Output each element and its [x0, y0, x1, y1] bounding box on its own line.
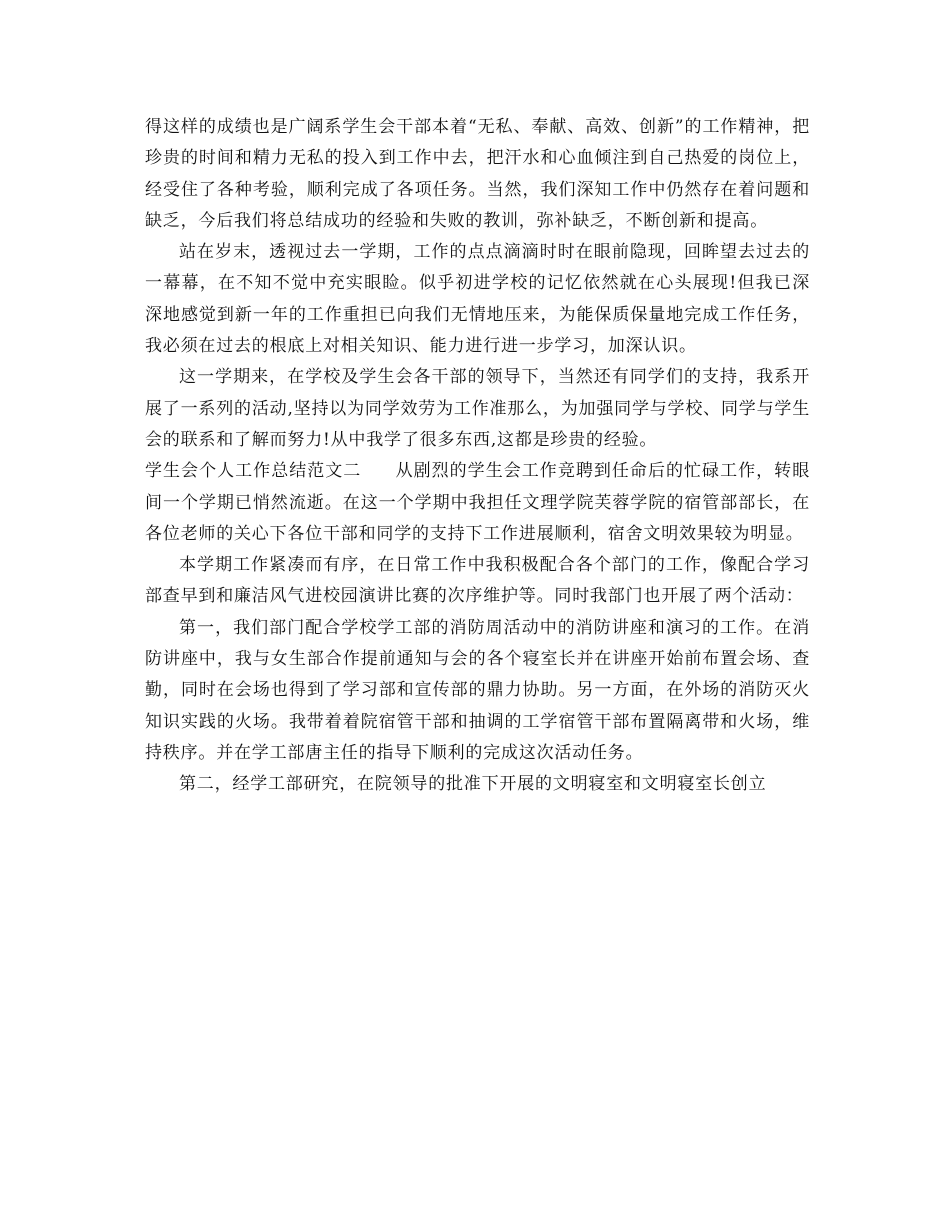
paragraph-4-text: 从剧烈的学生会工作竞聘到任命后的忙碌工作，转眼间一个学期已悄然流逝。在这一个学期中我担任文理学院芙蓉学院的宿管部部长，在各位老师的关心下各位干部和同学的支持下工作进展顺利，宿舍文明效果较为明显。 — [145, 461, 810, 544]
paragraph-5: 本学期工作紧凑而有序，在日常工作中我积极配合各个部门的工作，像配合学习部查早到和廉洁风气进校园演讲比赛的次序维护等。同时我部门也开展了两个活动： — [145, 555, 810, 607]
paragraph-4 — [145, 456, 810, 550]
paragraph-3: 这一学期来，在学校及学生会各干部的领导下，当然还有同学们的支持，我系开展了一系列的活动,坚持以为同学效劳为工作准那么，为加强同学与学校、同学与学生会的联系和了解而努力!从中我学了很多东西,这都是珍贵的经验。 — [145, 367, 810, 450]
paragraph-6: 第一，我们部门配合学校学工部的消防周活动中的消防讲座和演习的工作。在消防讲座中，我与女生部合作提前通知与会的各个寝室长并在讲座开始前布置会场、查勤，同时在会场也得到了学习部和宣传部的鼎力协助。另一方面，在外场的消防灭火知识实践的火场。我带着着院宿管干部和抽调的工学宿管干部布置隔离带和火场，维持秩序。并在学工部唐主任的指导下顺利的完成这次活动任务。 — [145, 617, 810, 763]
document-body — [145, 112, 810, 801]
paragraph-2: 站在岁末，透视过去一学期，工作的点点滴滴时时在眼前隐现，回眸望去过去的一幕幕，在不知不觉中充实眼睑。似乎初进学校的记忆依然就在心头展现!但我已深深地感觉到新一年的工作重担已向我们无情地压来，为能保质保量地完成工作任务，我必须在过去的根底上对相关知识、能力进行进一步学习，加深认识。 — [145, 242, 810, 357]
paragraph-1: 得这样的成绩也是广阔系学生会干部本着“无私、奉献、高效、创新”的工作精神，把珍贵的时间和精力无私的投入到工作中去，把汗水和心血倾注到自己热爱的岗位上，经受住了各种考验，顺利完成了各项任务。当然，我们深知工作中仍然存在着问题和缺乏，今后我们将总结成功的经验和失败的教训，弥补缺乏，不断创新和提高。 — [145, 117, 810, 231]
paragraph-7: 第二，经学工部研究，在院领导的批准下开展的文明寝室和文明寝室长创立 — [179, 774, 767, 795]
section-title: 学生会个人工作总结范文二 — [145, 461, 362, 482]
